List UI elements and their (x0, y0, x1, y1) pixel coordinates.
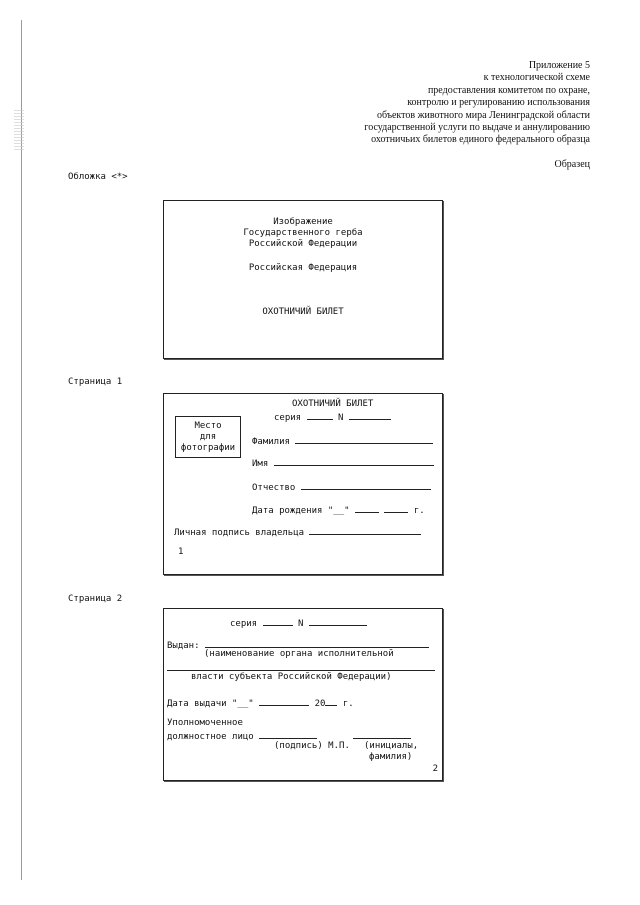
birth-label: Дата рождения (252, 506, 323, 516)
official-line2: должностное лицо (167, 732, 254, 742)
issued-blank (205, 638, 429, 648)
series-label: серия (274, 413, 302, 423)
appendix-line: объектов животного мира Ленинградской области (376, 109, 590, 121)
signature-blank (309, 525, 421, 535)
issue-year-blank (325, 696, 337, 706)
series-blank (263, 616, 293, 626)
cover-title: ОХОТНИЧИЙ БИЛЕТ (262, 307, 344, 317)
issued-label: Выдан: (167, 641, 200, 651)
surname-blank (295, 434, 433, 444)
appendix-line: государственной услуги по выдаче и аннулированию (364, 122, 590, 134)
appendix-line: предоставления комитетом по охране, (427, 84, 590, 96)
page2-number: 2 (432, 764, 438, 774)
surname-label: Фамилия (252, 437, 290, 447)
appendix-line: Приложение 5 (528, 60, 590, 71)
surname-row (252, 434, 433, 448)
emblem-line: Российской Федерации (248, 239, 358, 249)
patronymic-blank (301, 480, 431, 490)
cover-country: Российская Федерация (248, 263, 358, 273)
photo-line: фотографии (180, 443, 236, 453)
initials-hint-1: (инициалы, (364, 741, 419, 751)
appendix-line: контролю и регулированию использования (407, 97, 590, 109)
issue-year-prefix: 20 (314, 699, 326, 709)
issuer-blank-2 (167, 670, 435, 671)
page2-series-row (230, 616, 367, 630)
number-blank (349, 410, 391, 420)
page2-label: Страница 2 (68, 594, 123, 604)
issue-date-day: "__" (232, 699, 254, 709)
signature-row (174, 525, 421, 539)
sign-hint: (подпись) М.П. (274, 741, 350, 751)
page1-label: Страница 1 (68, 377, 123, 387)
cover-label: Обложка <*> (68, 172, 128, 182)
page2-box (163, 608, 443, 781)
issue-year-suffix: г. (342, 699, 354, 709)
issuer-hint-2: власти субъекта Российской Федерации) (191, 672, 392, 682)
name-row (252, 456, 434, 470)
official-sign-blank (259, 729, 317, 739)
official-initials-blank (353, 729, 411, 739)
series-label: серия (230, 619, 258, 629)
name-blank (274, 456, 434, 466)
birth-year-suffix: г. (413, 506, 425, 516)
birth-day: "__" (327, 506, 350, 516)
birth-row (252, 503, 425, 517)
name-label: Имя (252, 459, 269, 469)
page1-series-row (274, 410, 391, 424)
cover-box (163, 200, 443, 359)
patronymic-row (252, 480, 431, 494)
initials-hint-2: фамилия) (369, 752, 413, 762)
photo-line: для (199, 432, 217, 442)
birth-month-blank (355, 503, 379, 513)
official-line1: Уполномоченное (167, 718, 243, 728)
issuer-hint-1: (наименование органа исполнительной (204, 649, 394, 659)
photo-line: Место (194, 421, 222, 431)
page1-number: 1 (178, 547, 184, 557)
photo-placeholder (175, 416, 241, 458)
appendix-line: охотничьих билетов единого федерального образца (371, 134, 590, 146)
emblem-placeholder (164, 217, 442, 250)
emblem-line: Государственного герба (243, 228, 363, 238)
number-label: N (337, 413, 344, 423)
signature-label: Личная подпись владельца (174, 528, 305, 538)
page1-title: ОХОТНИЧИЙ БИЛЕТ (292, 399, 374, 409)
issue-date-month-blank (259, 696, 309, 706)
emblem-line: Изображение (273, 217, 333, 227)
sample-label: Образец (554, 159, 590, 170)
birth-year-blank (384, 503, 408, 513)
series-blank (307, 410, 333, 420)
number-label: N (297, 619, 304, 629)
issue-date-label: Дата выдачи (167, 699, 227, 709)
number-blank (309, 616, 367, 626)
page1-box (163, 393, 443, 575)
appendix-header (364, 60, 590, 147)
scan-smudge (14, 110, 24, 150)
issue-date-row (167, 696, 354, 710)
patronymic-label: Отчество (252, 483, 296, 493)
appendix-line: к технологической схеме (483, 72, 590, 84)
